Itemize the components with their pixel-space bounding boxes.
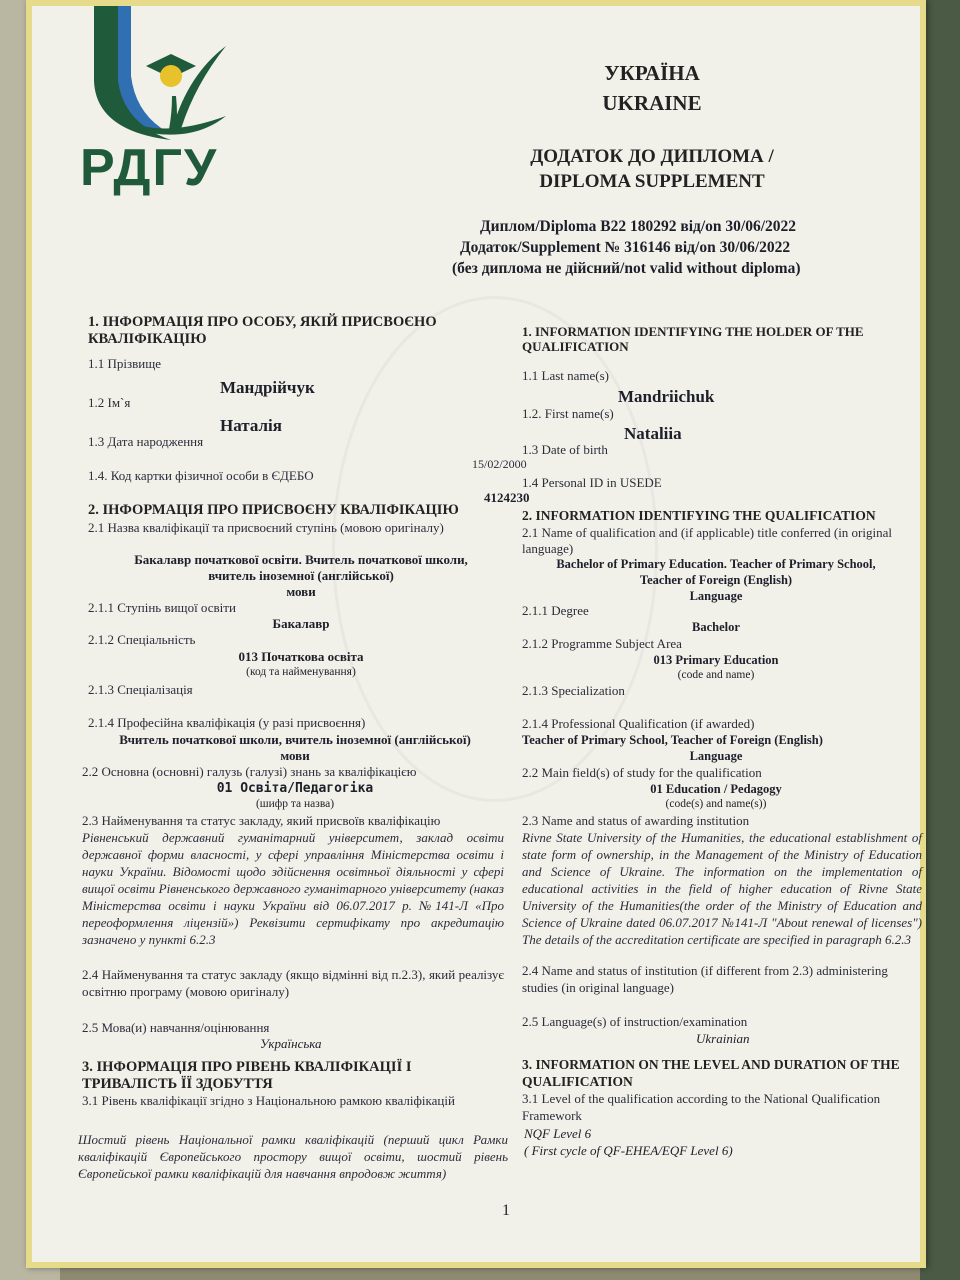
field-2-1-2-uk: 2.1.2 Спеціальність (88, 632, 196, 647)
institution-text-uk: Рівненський державний гуманітарний університет, заклад освіти державної форми власності, у сфері управління Міністерства освіти і науки України. Відомості щодо здійснення освітньої діяльності у сфері вищої освіти Рівненського державного гуманітарного університету (наказ Міністерства освіти і науки України від 06.07.2017 р. №141-Л «Про переоформлення ліцензій») Реквізити сертифікату про акредитацію зазначено у пункті 6.2.3 (82, 830, 504, 947)
diploma-number: Диплом/Diploma В22 180292 від/on 30/06/2022 (480, 218, 797, 235)
field-2-4-en: 2.4 Name and status of institution (if different from 2.3) administering studies (in original language) (522, 963, 888, 995)
section-2-title-uk: 2. ІНФОРМАЦІЯ ПРО ПРИСВОЄНУ КВАЛІФІКАЦІЮ (88, 502, 459, 518)
specialty-note-uk: (код та найменування) (246, 666, 356, 678)
specialty-note-en: (code and name) (677, 669, 755, 681)
background-edge (920, 0, 960, 1280)
first-name-en: Nataliia (624, 424, 682, 443)
field-2-1-3-uk: 2.1.3 Спеціалізація (88, 682, 193, 697)
language-uk: Українська (260, 1036, 322, 1051)
degree-en: Bachelor (692, 620, 740, 634)
field-2-4-uk: 2.4 Найменування та статус закладу (якщо відмінні від п.2.3), який реалізує освітню програму (мовою оригіналу) (82, 967, 504, 999)
field-note-en: (code(s) and name(s)) (665, 798, 767, 810)
field-1-3-uk: 1.3 Дата народження (88, 434, 204, 449)
first-name-uk: Наталія (220, 416, 282, 435)
field-2-1-2-en: 2.1.2 Programme Subject Area (522, 636, 682, 651)
field-2-5-en: 2.5 Language(s) of instruction/examination (522, 1014, 748, 1029)
field-1-4-en: 1.4 Personal ID in USEDE (522, 475, 662, 490)
field-2-1-4-en: 2.1.4 Professional Qualification (if awarded) (522, 716, 755, 731)
field-2-3-en: 2.3 Name and status of awarding institution (522, 813, 750, 828)
qualification-line-2-uk: вчитель іноземної (англійської) (208, 568, 394, 583)
specialty-en: 013 Primary Education (653, 653, 779, 667)
field-1-1-uk: 1.1 Прізвище (88, 356, 162, 371)
validity-note: (без диплома не дійсний/not valid without diploma) (452, 260, 801, 277)
qualification-line-1-uk: Бакалавр початкової освіти. Вчитель початкової школи, (134, 552, 468, 567)
field-2-1-en: 2.1 Name of qualification and (if applicable) title conferred (in original language) (522, 525, 892, 556)
prof-qualification-line-2-en: Language (689, 749, 743, 763)
personal-id: 4124230 (484, 490, 530, 505)
field-1-4-uk: 1.4. Код картки фізичної особи в ЄДЕБО (88, 468, 314, 483)
country-uk: УКРАЇНА (604, 61, 700, 85)
section-1-title-en: 1. INFORMATION IDENTIFYING THE HOLDER OF THE QUALIFICATION (522, 324, 864, 354)
qualification-line-1-en: Bachelor of Primary Education. Teacher of Primary School, (556, 557, 876, 571)
field-2-1-1-uk: 2.1.1 Ступінь вищої освіти (88, 600, 236, 615)
field-2-1-4-uk: 2.1.4 Професійна кваліфікація (у разі присвоєння) (88, 715, 366, 730)
field-1-3-en: 1.3 Date of birth (522, 442, 608, 457)
country-en: UKRAINE (602, 91, 702, 115)
supplement-title-en: DIPLOMA SUPPLEMENT (539, 171, 765, 192)
field-note-uk: (шифр та назва) (255, 798, 335, 810)
prof-qualification-line-1-uk: Вчитель початкової школи, вчитель іноземної (англійської) (119, 732, 471, 747)
field-1-1-en: 1.1 Last name(s) (522, 368, 610, 383)
section-3-title-uk: 3. ІНФОРМАЦІЯ ПРО РІВЕНЬ КВАЛІФІКАЦІЇ І ТРИВАЛІСТЬ ЇЇ ЗДОБУТТЯ (82, 1059, 412, 1092)
field-2-2-uk: 2.2 Основна (основні) галузь (галузі) знань за кваліфікацією (82, 764, 417, 779)
field-2-1-3-en: 2.1.3 Specialization (522, 683, 625, 698)
language-en: Ukrainian (696, 1031, 750, 1046)
field-of-study-uk: 01 Освіта/Педагогіка (216, 781, 374, 796)
qualification-line-3-uk: мови (286, 584, 316, 599)
last-name-uk: Мандрійчук (220, 378, 315, 397)
field-of-study-en: 01 Education / Pedagogy (650, 782, 782, 796)
logo-text: РДГУ (80, 139, 219, 197)
page-number: 1 (502, 1202, 510, 1219)
supplement-title-uk: ДОДАТОК ДО ДИПЛОМА / (530, 146, 774, 167)
field-2-3-uk: 2.3 Найменування та статус закладу, який присвоїв кваліфікацію (82, 813, 441, 828)
supplement-number: Додаток/Supplement № 316146 від/on 30/06/2022 (460, 239, 791, 256)
field-2-1-uk: 2.1 Назва кваліфікації та присвоєний ступінь (мовою оригіналу) (88, 520, 444, 535)
section-2-title-en: 2. INFORMATION IDENTIFYING THE QUALIFICATION (522, 508, 876, 523)
field-1-2-uk: 1.2 Ім`я (88, 395, 131, 410)
degree-uk: Бакалавр (272, 616, 330, 631)
specialty-uk: 013 Початкова освіта (238, 649, 364, 664)
university-logo (76, 6, 266, 206)
field-3-1-uk: 3.1 Рівень кваліфікації згідно з Національною рамкою кваліфікацій (82, 1093, 455, 1108)
section-1-title-uk: 1. ІНФОРМАЦІЯ ПРО ОСОБУ, ЯКІЙ ПРИСВОЄНО КВАЛІФІКАЦІЮ (88, 314, 437, 347)
sprout-graduation-cap-icon (76, 6, 266, 146)
institution-text-en: Rivne State University of the Humanities, the educational establishment of state form of ownership, in the Management of the Ministry of Education and Science of Ukraine. The information on the implementation of educational activities in the field of higher education of Rivne State University of the Humanities(the order of the Ministry of Education and Science of Ukraine dated 06.07.2017 №141-Л "About renewal of licenses") The details of the accreditation certificate are specified in paragraph 6.2.3 (522, 830, 922, 947)
level-text-uk: Шостий рівень Національної рамки кваліфікацій (перший цикл Рамки кваліфікацій Європейського простору вищої освіти, шостий рівень Європейської рамки кваліфікацій для навчання впродовж життя) (78, 1132, 508, 1181)
diploma-supplement-page (26, 0, 926, 1268)
section-3-title-en: 3. INFORMATION ON THE LEVEL AND DURATION OF THE QUALIFICATION (522, 1057, 900, 1089)
last-name-en: Mandriichuk (618, 387, 715, 406)
qualification-line-2-en: Teacher of Foreign (English) (639, 573, 793, 587)
field-3-1-en: 3.1 Level of the qualification according to the National Qualification Framework (522, 1091, 881, 1123)
field-2-2-en: 2.2 Main field(s) of study for the qualification (522, 765, 762, 780)
nqf-level: NQF Level 6 (524, 1126, 592, 1141)
qualification-line-3-en: Language (689, 589, 743, 603)
field-1-2-en: 1.2. First name(s) (522, 406, 614, 421)
prof-qualification-line-1-en: Teacher of Primary School, Teacher of Foreign (English) (522, 733, 823, 747)
field-2-1-1-en: 2.1.1 Degree (522, 603, 589, 618)
date-of-birth: 15/02/2000 (472, 457, 527, 471)
prof-qualification-line-2-uk: мови (280, 748, 310, 763)
qf-ehea-cycle: ( First cycle of QF-EHEA/EQF Level 6) (524, 1143, 733, 1158)
field-2-5-uk: 2.5 Мова(и) навчання/оцінювання (82, 1020, 270, 1035)
